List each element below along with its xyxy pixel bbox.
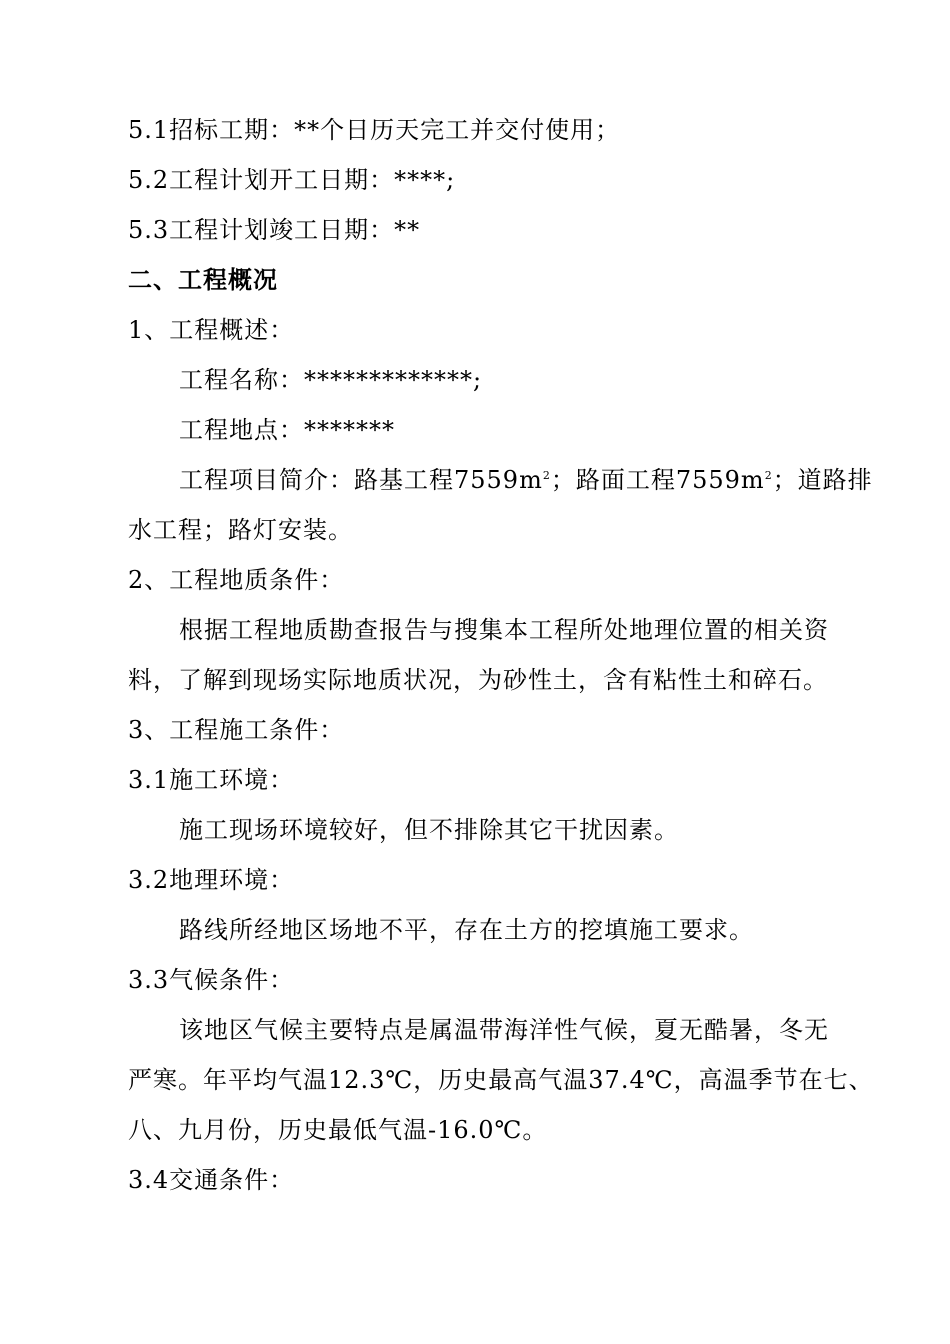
text-line-climate-3: 八、九月份，历史最低气温-16.0℃。 (128, 1116, 548, 1144)
text-line-project-location: 工程地点：******* (179, 416, 395, 444)
text-line-bid-period: 5.1招标工期：**个日历天完工并交付使用； (128, 116, 621, 144)
text-line-project-name: 工程名称：*************; (179, 366, 483, 394)
text-line-project-intro-cont: 水工程；路灯安装。 (128, 516, 353, 544)
text-line-geographic-environment: 路线所经地区场地不平，存在土方的挖填施工要求。 (179, 916, 754, 944)
subheading-project-summary: 1、工程概述： (128, 316, 295, 344)
text-line-geology-2: 料，了解到现场实际地质状况，为砂性土，含有粘性土和碎石。 (128, 666, 828, 694)
text-line-construction-environment: 施工现场环境较好，但不排除其它干扰因素。 (179, 816, 679, 844)
subheading-construction-environment: 3.1施工环境： (128, 766, 295, 794)
subheading-geographic-environment: 3.2地理环境： (128, 866, 295, 894)
subheading-climate: 3.3气候条件： (128, 966, 295, 994)
subheading-traffic: 3.4交通条件： (128, 1166, 295, 1194)
section-heading-project-overview: 二、工程概况 (128, 265, 278, 294)
project-intro-part-3: ；道路排 (772, 466, 873, 494)
text-line-geology-1: 根据工程地质勘查报告与搜集本工程所处地理位置的相关资 (179, 616, 829, 644)
superscript-2: 2 (764, 469, 773, 482)
subheading-geology: 2、工程地质条件： (128, 566, 345, 594)
text-line-start-date: 5.2工程计划开工日期：****; (128, 166, 456, 194)
project-intro-part-2: ；路面工程7559m (550, 466, 765, 494)
text-line-completion-date: 5.3工程计划竣工日期：** (128, 216, 421, 244)
superscript-2: 2 (542, 469, 551, 482)
text-line-climate-2: 严寒。年平均气温12.3℃，历史最高气温37.4℃，高温季节在七、 (128, 1066, 874, 1094)
project-intro-part-1: 工程项目简介：路基工程7559m (179, 466, 543, 494)
text-line-project-intro (179, 465, 873, 495)
subheading-construction-conditions: 3、工程施工条件： (128, 716, 345, 744)
text-line-climate-1: 该地区气候主要特点是属温带海洋性气候，夏无酷暑，冬无 (179, 1016, 829, 1044)
